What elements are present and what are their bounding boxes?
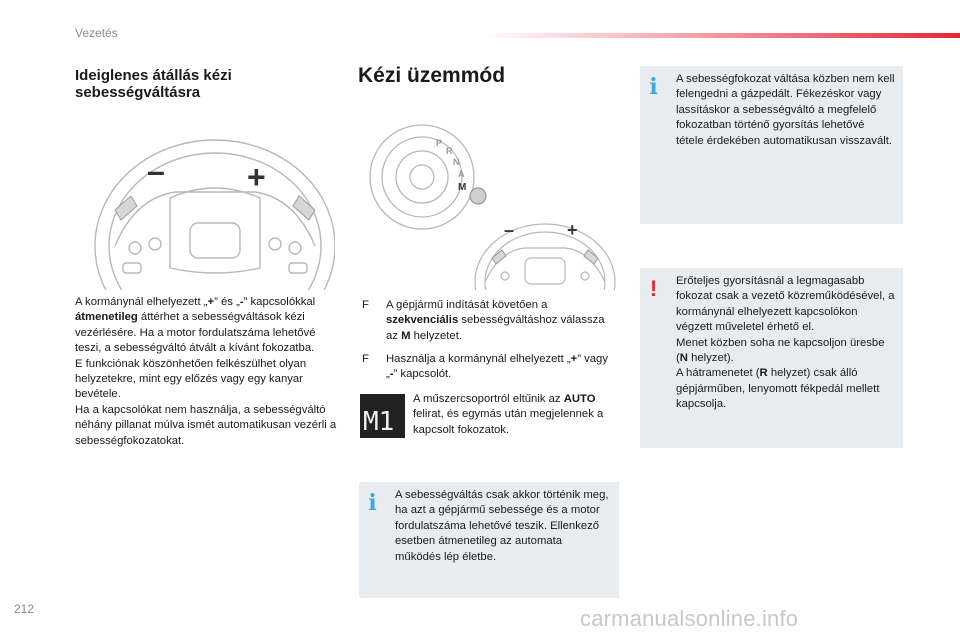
text-run: helyzet).: [687, 352, 734, 365]
bullet-step-1: [362, 298, 617, 344]
plus-paddle-label-small: +: [567, 220, 578, 240]
text-run: sebességváltáshoz válassza az: [386, 314, 605, 342]
plus-paddle-label: +: [247, 159, 266, 195]
steering-wheel-illustration: [75, 128, 335, 290]
steering-wheel-small-illustration: [470, 206, 620, 290]
bullet-text: [386, 352, 617, 383]
bold-term: N: [679, 352, 688, 365]
header-accent-bar: [480, 33, 960, 38]
bullet-marker: F: [362, 299, 369, 311]
warning-paragraph-1: Erőteljes gyorsításnál a legmagasabb fokozat csak a vezető közreműködésével, a kormánynál elhelyezett kapcsolókon végzett műveletel érhető el.: [676, 275, 895, 334]
warning-text: [676, 274, 895, 413]
info-box-gas-pedal: [640, 66, 903, 224]
bold-term: M: [401, 329, 411, 342]
text-run: Menet közben soha ne kapcsoljon üresbe (: [676, 336, 885, 365]
text-run: A kormánynál elhelyezett „: [75, 296, 208, 308]
minus-paddle-label-small: –: [504, 220, 515, 240]
info-box-shift-condition: [359, 482, 619, 598]
main-heading: Kézi üzemmód: [358, 64, 506, 87]
text-run: A műszercsoportról eltűnik az: [413, 393, 564, 405]
warning-icon: !: [649, 276, 658, 301]
text-run: felirat, és egymás után megjelennek a kapcsolt fokozatok.: [413, 408, 604, 436]
text-run: ” és „: [214, 296, 240, 308]
warning-box: [640, 268, 903, 448]
plus-symbol: +: [207, 296, 215, 308]
minus-symbol: -: [389, 368, 394, 381]
display-description: [413, 392, 623, 438]
text-run: ” vagy „: [386, 353, 608, 381]
selector-letter-a: A: [458, 169, 465, 179]
text-run: helyzetet.: [410, 329, 462, 342]
info-icon: i: [368, 490, 377, 516]
info-text: A sebességfokozat váltása közben nem kell felengedni a gázpedált. Fékezéskor vagy lassításkor a sebességváltó a megfelelő fokozatban történő gyorsítás lehetővé tétele érdekében automatikusan visszavált.: [676, 73, 895, 147]
bold-term: AUTO: [563, 393, 596, 405]
text-run: A hátramenetet (: [676, 367, 760, 380]
section-title: Vezetés: [75, 26, 118, 40]
text-run: A gépjármű indítását követően a: [386, 299, 548, 311]
page-number: 212: [14, 602, 35, 616]
left-paragraph-2: E funkciónak köszönhetően felkészülhet olyan helyzetekre, mint egy előzés vagy egy kanyar bevétele.: [75, 357, 307, 401]
bullet-marker: F: [362, 353, 369, 365]
left-heading: Ideiglenes átállás kézi sebességváltásra: [75, 67, 232, 101]
selector-letter-n: N: [453, 157, 460, 167]
instrument-display-icon: [360, 394, 405, 438]
minus-symbol: -: [239, 296, 244, 308]
selector-letter-r: R: [446, 146, 453, 156]
bold-term: szekvenciális: [386, 314, 459, 327]
selector-letter-m: M: [458, 182, 467, 193]
text-run: helyzet) csak álló gépjárműben, lenyomott fékpedál mellett kapcsolja.: [676, 367, 880, 411]
text-run: ” kapcsolókkal: [243, 296, 316, 308]
plus-symbol: +: [570, 353, 578, 365]
bullet-text: [386, 298, 617, 344]
left-paragraph-3: Ha a kapcsolókat nem használja, a sebességváltó néhány pillanat múlva ismét automatikusan vezérli a sebességfokozatokat.: [75, 403, 337, 447]
info-text: A sebességváltás csak akkor történik meg, ha azt a gépjármű sebessége és a motor fordulatszáma lehetővé teszik. Ellenkező esetben átmenetileg az automata működés lép életbe.: [395, 489, 609, 563]
bullet-step-2: [362, 352, 617, 383]
info-icon: i: [649, 74, 658, 100]
text-run: áttérhet a sebességváltások kézi vezérlésére. Ha a motor fordulatszáma lehetővé teszi, a sebességváltó átvált a kívánt fokozatba.: [75, 311, 316, 355]
bold-term: R: [759, 367, 768, 380]
selector-letter-p: P: [436, 138, 443, 148]
display-digits: M1: [363, 407, 395, 437]
text-run: Használja a kormánynál elhelyezett „: [386, 353, 571, 365]
minus-paddle-label: –: [147, 153, 165, 189]
bold-term: átmenetileg: [75, 311, 138, 324]
left-paragraph-1: [75, 295, 337, 449]
text-run: ” kapcsolót.: [393, 368, 452, 381]
watermark: carmanualsonline.info: [580, 606, 799, 631]
